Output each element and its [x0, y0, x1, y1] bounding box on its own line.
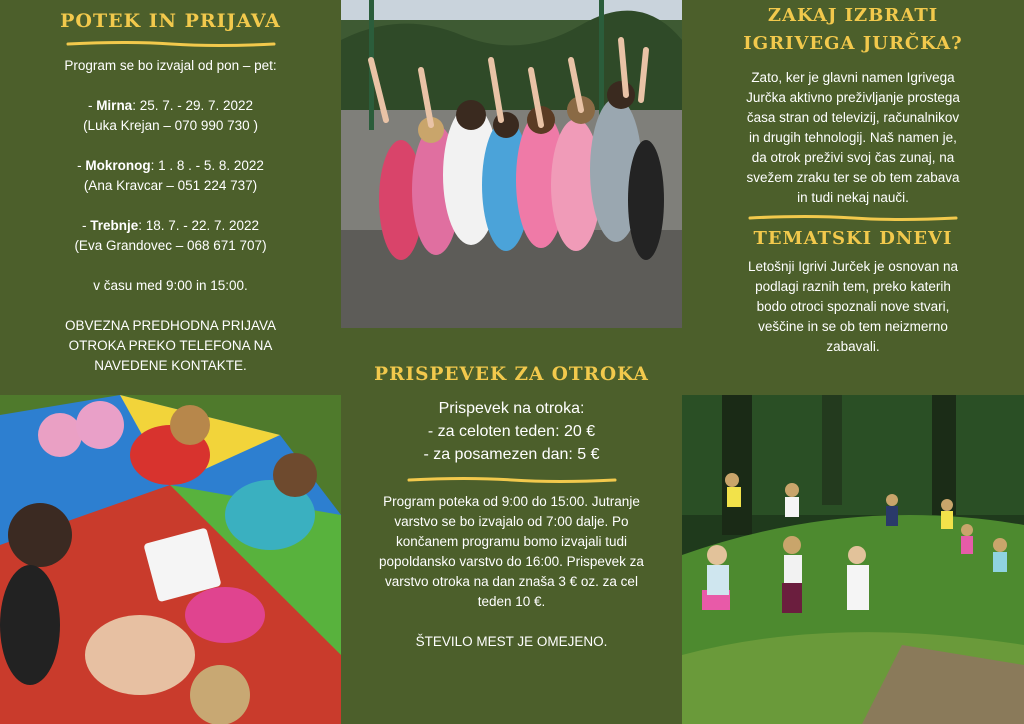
location-name: Mirna — [96, 98, 133, 113]
why-heading: ZAKAJ IZBRATI IGRIVEGA JURČKA? — [743, 5, 963, 54]
themes-text: Letošnji Igrivi Jurček je osnovan na podlagi raznih tem, preko katerih bodo otroci spoznali nove stvari, veščine in se ob tem neizmerno zabavali. — [747, 259, 959, 354]
limited-spots-notice: ŠTEVILO MEST JE OMEJENO. — [415, 634, 608, 649]
registration-notice: OBVEZNA PREDHODNA PRIJAVA OTROKA PREKO TELEFONA NA NAVEDENE KONTAKTE. — [64, 318, 277, 373]
schedule-time: v času med 9:00 in 15:00. — [93, 278, 248, 293]
why-text: Zato, ker je glavni namen Igrivega Jurčka aktivno preživljanje prostega časa stran od televizij, računalnikov in drugih tehnologij. Naš namen je, da otrok preživi svoj čas zunaj, na svežem zraku ter se ob tem zabava in tudi nekaj nauči. — [746, 70, 960, 205]
location-entry: - Trebnje: 18. 7. - 22. 7. 2022 (Eva Grandovec – 068 671 707) — [0, 216, 341, 256]
location-name: Mokronog — [85, 158, 151, 173]
location-contact: (Ana Kravcar – 051 224 737) — [83, 178, 258, 193]
decorative-brush-rule — [407, 476, 617, 484]
registration-heading: POTEK IN PRIJAVA — [60, 10, 281, 32]
program-text: Program poteka od 9:00 do 15:00. Jutranje varstvo se bo izvajalo od 7:00 dalje. Po končanem programu bomo izvajali tudi popoldansko varstvo do 16:00. Prispevek za varstvo otroka na dan znaša 3 € oz. za cel teden 10 €. — [379, 494, 644, 609]
contribution-heading: PRISPEVEK ZA OTROKA — [374, 364, 649, 385]
schedule-intro: Program se bo izvajal od pon – pet: — [64, 58, 277, 73]
location-entry: - Mirna: 25. 7. - 29. 7. 2022 (Luka Krejan – 070 990 730 ) — [0, 96, 341, 136]
contribution-panel — [341, 328, 682, 724]
themes-heading: TEMATSKI DNEVI — [753, 228, 953, 249]
location-contact: (Eva Grandovec – 068 671 707) — [74, 238, 267, 253]
registration-panel — [0, 0, 341, 395]
forest-photo — [682, 395, 1024, 724]
decorative-brush-rule — [66, 40, 276, 48]
location-entry: - Mokronog: 1 . 8 . - 5. 8. 2022 (Ana Kravcar – 051 224 737) — [0, 156, 341, 196]
why-panel — [682, 0, 1024, 395]
location-contact: (Luka Krejan – 070 990 730 ) — [83, 118, 258, 133]
group-photo — [341, 0, 682, 328]
decorative-brush-rule — [748, 214, 958, 222]
price-list: Prispevek na otroka: - za celoten teden: 20 € - za posamezen dan: 5 € — [423, 400, 600, 463]
location-name: Trebnje — [90, 218, 139, 233]
parachute-photo — [0, 395, 341, 724]
